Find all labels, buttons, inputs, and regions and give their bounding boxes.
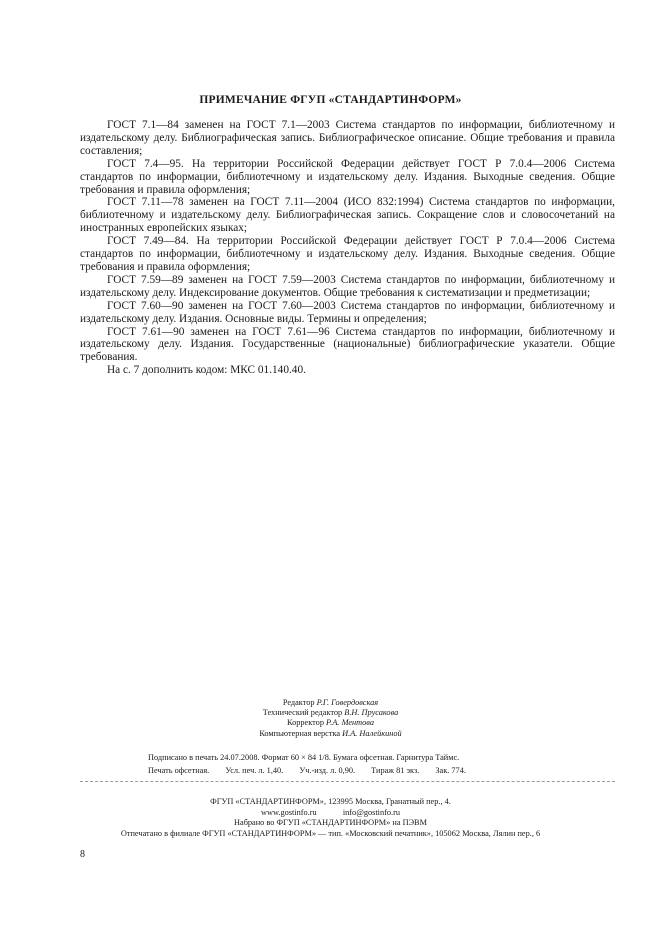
credit-name: Р.Г. Говердовская xyxy=(316,698,379,707)
spec-uch: Уч.-изд. л. 0,90. xyxy=(299,765,356,775)
spec-print: Печать офсетная. xyxy=(148,765,210,775)
note-paragraph: ГОСТ 7.4—95. На территории Российской Федерации действует ГОСТ Р 7.0.4—2006 Система стандартов по информации, библиотечному и издательскому делу. Издания. Выходные сведения. Общие требования и правила оформления; xyxy=(80,157,615,196)
note-paragraph: ГОСТ 7.11—78 заменен на ГОСТ 7.11—2004 (ИСО 832:1994) Система стандартов по информации, библиотечному и издательскому делу. Библиографическая запись. Сокращение слов и словосочетаний на иностранных европейских языках; xyxy=(80,196,615,235)
credit-name: В.Н. Прусакова xyxy=(344,708,399,718)
note-paragraph: ГОСТ 7.60—90 заменен на ГОСТ 7.60—2003 Система стандартов по информации, библиотечному и издательскому делу. Издания. Основные виды. Термины и определения; xyxy=(80,299,615,325)
credit-role: Компьютерная верстка xyxy=(259,728,341,738)
spec-tirazh: Тираж 81 экз. xyxy=(371,765,420,775)
credit-name: И.А. Налейкиной xyxy=(342,728,402,738)
spec-zak: Зак. 774. xyxy=(435,765,466,775)
credit-proofreader xyxy=(0,718,661,728)
spec-paper: Бумага офсетная. xyxy=(333,753,395,762)
print-specs xyxy=(148,752,466,777)
spec-typeface: Гарнитура Таймс. xyxy=(396,753,460,762)
note-body xyxy=(80,119,615,377)
credits-block xyxy=(0,698,661,739)
spec-format: Формат 60 × 84 1/8. xyxy=(261,753,331,762)
publisher-printed: Отпечатано в филиале ФГУП «СТАНДАРТИНФОРМ» — тип. «Московский печатник», 105062 Москва, Лялин пер., 6 xyxy=(120,828,541,838)
separator-line xyxy=(80,781,615,782)
note-title: ПРИМЕЧАНИЕ ФГУП «СТАНДАРТИНФОРМ» xyxy=(199,94,462,106)
note-paragraph: На с. 7 дополнить кодом: МКС 01.140.40. xyxy=(107,364,306,377)
publisher-address: ФГУП «СТАНДАРТИНФОРМ», 123995 Москва, Гранатный пер., 4. xyxy=(210,797,451,806)
credit-role: Технический редактор xyxy=(262,708,343,718)
publisher-contacts xyxy=(0,808,661,819)
publisher-email: info@gostinfo.ru xyxy=(342,807,401,817)
credit-role: Корректор xyxy=(286,718,324,728)
credit-name: Р.А. Ментова xyxy=(326,718,375,728)
credit-editor xyxy=(0,698,661,708)
publisher-typeset: Набрано во ФГУП «СТАНДАРТИНФОРМ» на ПЭВМ xyxy=(234,818,427,828)
note-paragraph: ГОСТ 7.59—89 заменен на ГОСТ 7.59—2003 Система стандартов по информации, библиотечному и издательскому делу. Индексирование документов. Общие требования к систематизации и предметизации; xyxy=(80,273,615,299)
credit-role: Редактор xyxy=(282,698,315,707)
credit-tech-editor xyxy=(0,708,661,718)
publisher-site: www.gostinfo.ru xyxy=(260,807,317,817)
note-paragraph: ГОСТ 7.1—84 заменен на ГОСТ 7.1—2003 Система стандартов по информации, библиотечному и издательскому делу. Библиографическая запись. Библиографическое описание. Общие требования и правила составления; xyxy=(80,119,615,157)
specs-row-2 xyxy=(148,765,466,778)
page-number: 8 xyxy=(80,849,85,860)
credit-layout xyxy=(0,729,661,739)
publisher-block xyxy=(0,797,661,839)
spec-usl: Усл. печ. л. 1,40. xyxy=(225,765,284,775)
spec-signed: Подписано в печать 24.07.2008. xyxy=(148,753,260,762)
specs-row-1 xyxy=(148,752,466,765)
note-paragraph: ГОСТ 7.49—84. На территории Российской Федерации действует ГОСТ Р 7.0.4—2006 Система стандартов по информации, библиотечному и издательскому делу. Издания. Выходные сведения. Общие требования и правила оформления; xyxy=(80,235,615,273)
note-paragraph: ГОСТ 7.61—90 заменен на ГОСТ 7.61—96 Система стандартов по информации, библиотечному и издательскому делу. Издания. Государственные (национальные) библиографические указатели. Общие требования. xyxy=(80,325,615,364)
